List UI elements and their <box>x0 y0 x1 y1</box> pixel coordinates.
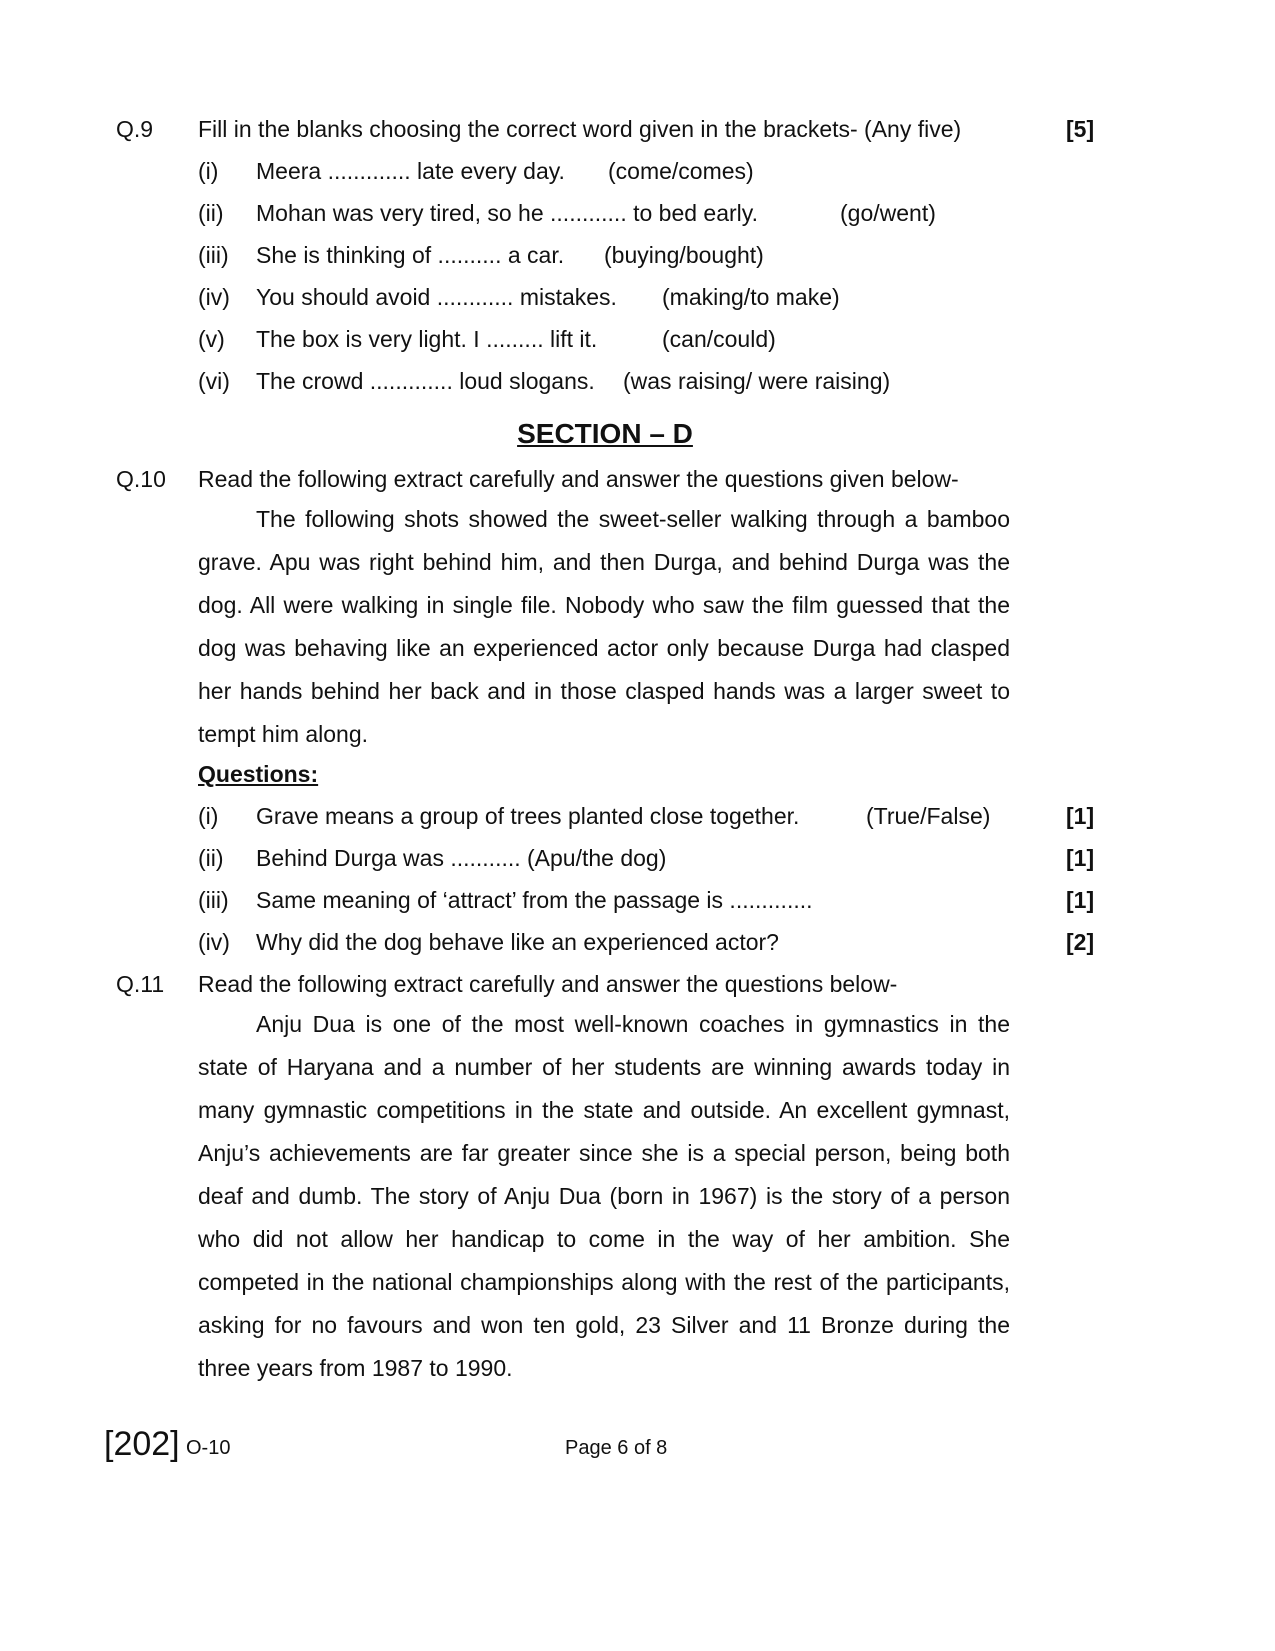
q11-passage <box>198 1003 1010 1390</box>
q9-number: Q.9 <box>116 116 154 142</box>
q9-item-text: She is thinking of .......... a car. <box>256 242 565 268</box>
q10-question-marks: [1] <box>1066 887 1095 913</box>
q10-question-marks: [1] <box>1066 845 1095 871</box>
q10-question-text: Grave means a group of trees planted close together. <box>256 803 800 829</box>
q10-question-text: Why did the dog behave like an experienced actor? <box>256 929 779 955</box>
q9-item-roman: (i) <box>198 158 219 184</box>
q9-prompt: Fill in the blanks choosing the correct word given in the brackets- (Any five) <box>198 116 962 142</box>
q9-item-roman: (v) <box>198 326 225 352</box>
q10-questions-heading: Questions: <box>198 761 319 787</box>
q10-question-text: Same meaning of ‘attract’ from the passage is ............. <box>256 887 813 913</box>
q9-item-hint: (was raising/ were raising) <box>623 368 891 394</box>
q10-passage <box>198 498 1010 756</box>
q9-item-hint: (buying/bought) <box>604 242 764 268</box>
q10-prompt: Read the following extract carefully and answer the questions given below- <box>198 466 959 492</box>
q9-item-hint: (making/to make) <box>662 284 840 310</box>
q11-passage-text: Anju Dua is one of the most well-known coaches in gymnastics in the state of Haryana and a number of her students are winning awards today in many gymnastic competitions in the state and outside. An excellent gymnast, Anju’s achievements are far greater since she is a special person, being both deaf and dumb. The story of Anju Dua (born in 1967) is the story of a person who did not allow her handicap to come in the way of her ambition. She competed in the national championships along with the rest of the participants, asking for no favours and won ten gold, 23 Silver and 11 Bronze during the three years from 1987 to 1990. <box>198 1011 1010 1381</box>
q10-number: Q.10 <box>116 466 166 492</box>
q9-item-hint: (can/could) <box>662 326 776 352</box>
q9-item-text: Meera ............. late every day. <box>256 158 565 184</box>
q10-question-hint: (True/False) <box>866 803 991 829</box>
page-number: Page 6 of 8 <box>565 1437 668 1459</box>
q10-question-roman: (iv) <box>198 929 230 955</box>
q11-prompt: Read the following extract carefully and answer the questions below- <box>198 971 898 997</box>
section-title: SECTION – D <box>517 418 693 449</box>
q11-number: Q.11 <box>116 971 165 997</box>
q9-item-roman: (iv) <box>198 284 230 310</box>
q9-item-hint: (go/went) <box>840 200 936 226</box>
q10-passage-text: The following shots showed the sweet-seller walking through a bamboo grave. Apu was right behind him, and then Durga, and behind Durga was the dog. All were walking in single file. Nobody who saw the film guessed that the dog was behaving like an experienced actor only because Durga had clasped her hands behind her back and in those clasped hands was a larger sweet to tempt him along. <box>198 506 1010 747</box>
q9-item-hint: (come/comes) <box>608 158 754 184</box>
q10-question-roman: (i) <box>198 803 219 829</box>
q9-item-roman: (iii) <box>198 242 229 268</box>
q10-question-roman: (ii) <box>198 845 224 871</box>
q10-question-roman: (iii) <box>198 887 229 913</box>
q10-question-marks: [2] <box>1066 929 1095 955</box>
q10-question-text: Behind Durga was ........... (Apu/the dog) <box>256 845 667 871</box>
q9-item-text: You should avoid ............ mistakes. <box>256 284 617 310</box>
paper-code: [202] <box>104 1425 180 1463</box>
q9-item-text: Mohan was very tired, so he ............ to bed early. <box>256 200 758 226</box>
q9-item-roman: (ii) <box>198 200 224 226</box>
q9-marks: [5] <box>1066 116 1095 142</box>
q9-item-roman: (vi) <box>198 368 230 394</box>
paper-subcode: O-10 <box>186 1437 231 1459</box>
q9-item-text: The crowd ............. loud slogans. <box>256 368 595 394</box>
q9-item-text: The box is very light. I ......... lift it. <box>256 326 598 352</box>
q10-question-marks: [1] <box>1066 803 1095 829</box>
